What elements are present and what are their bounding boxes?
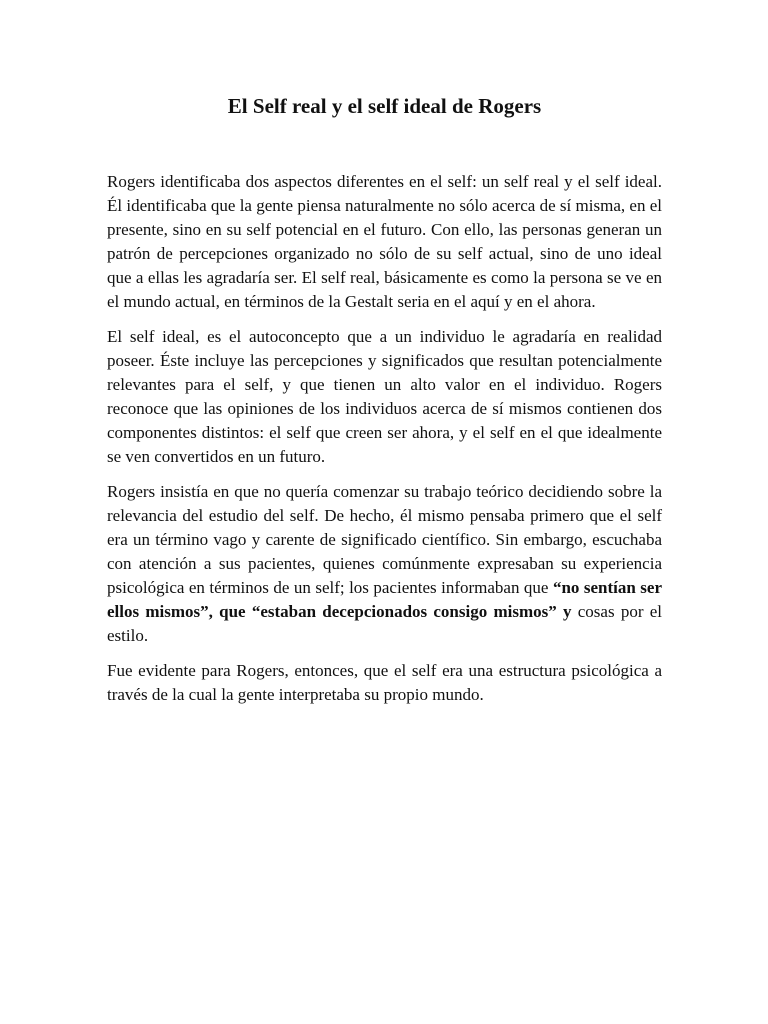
document-title: El Self real y el self ideal de Rogers — [227, 94, 542, 118]
paragraph-3-text: Rogers insistía en que no quería comenzar su trabajo teórico decidiendo sobre la relevancia del estudio del self. De hecho, él mismo pensaba primero que el self era un término vago y carente de significado científico. Sin embargo, escuchaba con atención a sus pacientes, quienes comúnmente expresaban su experiencia psicológica en términos de un self; los pacientes informaban que — [107, 482, 662, 597]
paragraph-1: Rogers identificaba dos aspectos diferentes en el self: un self real y el self ideal. Él identificaba que la gente piensa naturalmente no sólo acerca de sí misma, en el presente, sino en su self potencial en el futuro. Con ello, las personas generan un patrón de percepciones organizado no sólo de su self actual, sino de uno ideal que a ellas les agradaría ser. El self real, básicamente es como la persona se ve en el mundo actual, en términos de la Gestalt seria en el aquí y en el ahora. — [107, 172, 662, 311]
paragraph-3 — [107, 480, 662, 648]
paragraph-3-ending: cosas por el estilo. — [107, 602, 662, 645]
paragraph-3-quote: “no sentían ser ellos mismos”, que “estaban decepcionados consigo mismos” y — [107, 578, 662, 621]
paragraph-4: Fue evidente para Rogers, entonces, que el self era una estructura psicológica a través de la cual la gente interpretaba su propio mundo. — [107, 661, 662, 704]
paragraph-2: El self ideal, es el autoconcepto que a un individuo le agradaría en realidad poseer. Éste incluye las percepciones y significados que resultan potencialmente relevantes para el self, y que tienen un alto valor en el individuo. Rogers reconoce que las opiniones de los individuos acerca de sí mismos contienen dos componentes distintos: el self que creen ser ahora, y el self en el que idealmente se ven convertidos en un futuro. — [107, 327, 662, 466]
